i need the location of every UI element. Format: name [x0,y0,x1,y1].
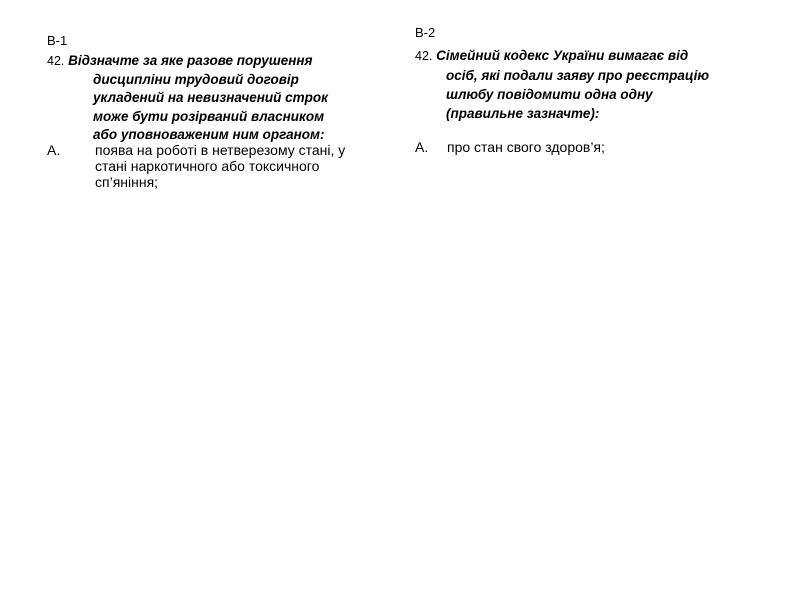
answer-letter: А. [47,142,61,158]
variant-label: В-2 [415,25,436,40]
answer-line: поява на роботі в нетверезому стані, у [95,142,346,158]
answer-option [47,142,387,190]
variant-label: В-1 [47,33,68,48]
answer-letter: А. [415,139,429,155]
question-line: (правильне зазначте): [446,106,600,121]
question-line: або уповноваженим ним органом: [93,127,325,142]
answer-option [415,139,750,155]
question-line: дисципліни трудовий договір [93,71,299,87]
answer-text [47,142,387,190]
question-line: осіб, які подали заяву про реєстрацію [446,68,710,83]
question-line: може бути розірваний власником [93,108,325,124]
question-text [415,46,750,123]
question-number: 42. [415,49,433,63]
question-line: укладений на невизначений строк [93,90,328,105]
question-line: Відзначте за яке разове порушення [68,53,313,68]
question-line: шлюбу повідомити одна одну [446,87,653,102]
question-line: Сімейний кодекс України вимагає від [436,48,689,63]
answer-line: про стан свого здоров’я; [447,139,605,155]
answer-text [415,139,750,155]
question-number: 42. [47,54,65,68]
answer-line: стані наркотичного або токсичного [95,158,320,174]
question-text [47,52,387,145]
answer-line: сп’яніння; [95,174,159,190]
